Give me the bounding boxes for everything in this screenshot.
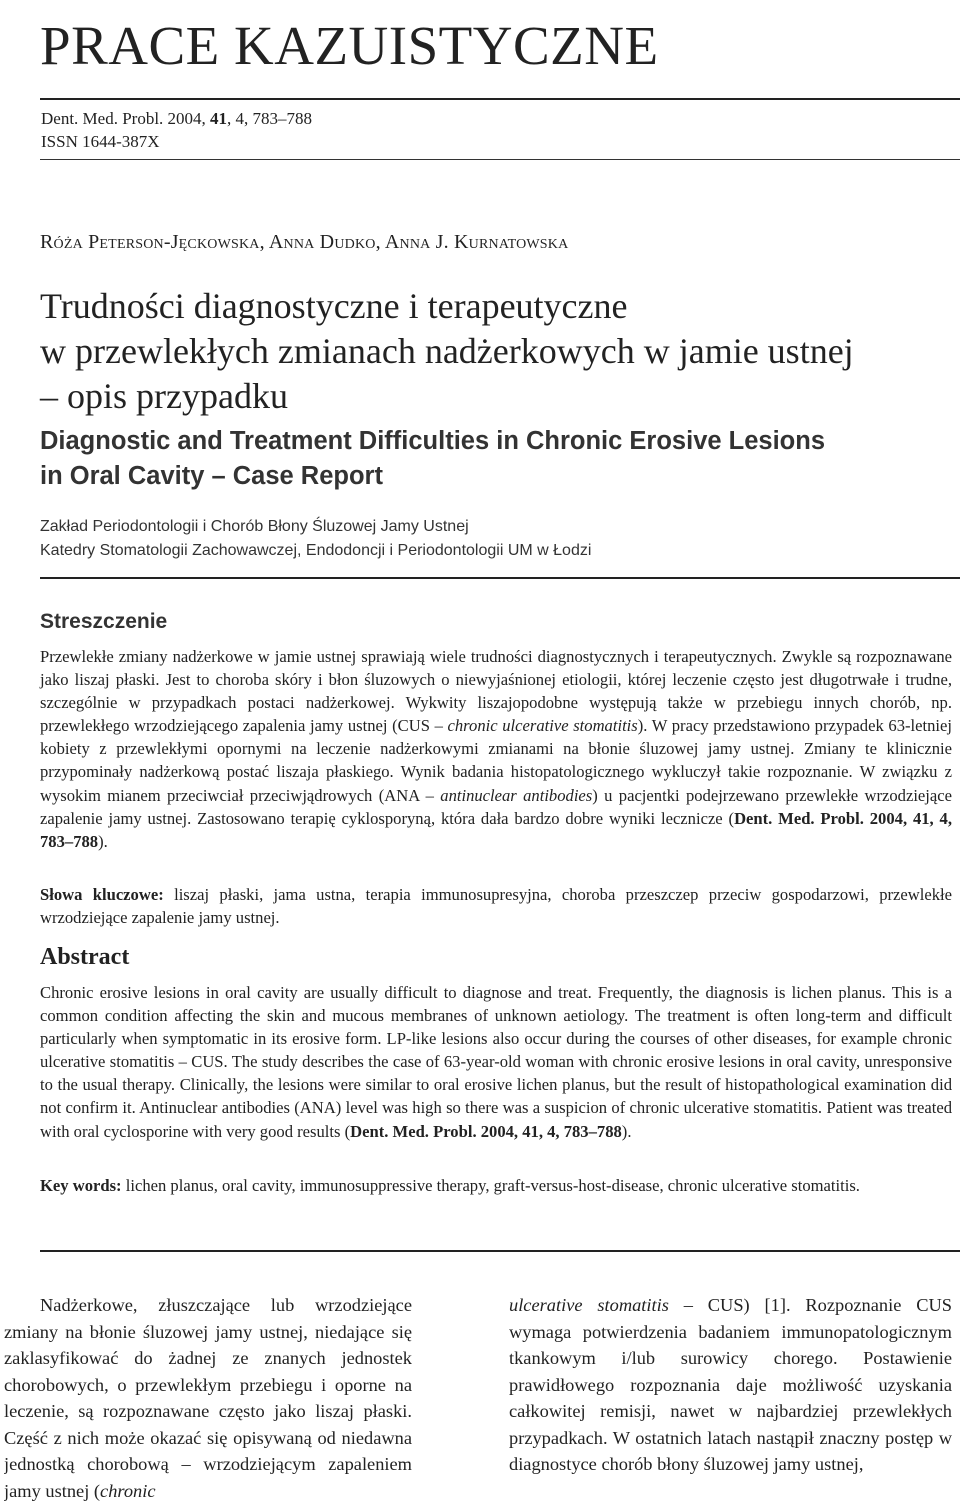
streszczenie-citation: Dent. Med. Probl. 2004, 41, 4, 783–788 bbox=[40, 808, 952, 851]
slowa-kluczowe-label: Słowa kluczowe: bbox=[40, 885, 164, 904]
journal-citation: Dent. Med. Probl. 2004, 41, 4, 783–788 bbox=[41, 109, 313, 128]
body-column-left: Nadżerkowe, złuszczające lub wrzodziejące zmiany na błonie śluzowej jamy ustnej, niedające się zaklasyfikować do żadnej ze znanych jednostek chorobowych, o przewlekłym przebiegu i oporne na leczenie, są rozpoznawane często jako liszaj płaski. Część z nich może okazać się opisywaną od niedawna jednostką chorobową – wrzodziejącym zapaleniem jamy ustnej (chronic bbox=[4, 1295, 412, 1501]
abstract-citation: Dent. Med. Probl. 2004, 41, 4, 783–788 bbox=[350, 1121, 622, 1141]
abstract-end-rule bbox=[40, 1250, 960, 1252]
slowa-kluczowe: Słowa kluczowe: liszaj płaski, jama ustna, terapia immunosupresyjna, choroba przeszczep przeciw gospodarzowi, przewlekłe wrzodziejące zapalenie jamy ustnej. bbox=[40, 885, 952, 928]
key-words-label: Key words: bbox=[40, 1176, 122, 1195]
streszczenie-text: Przewlekłe zmiany nadżerkowe w jamie ustnej sprawiają wiele trudności diagnostycznych i terapeutycznych. Zwykle są rozpoznawane jako liszaj płaski. Jest to choroba skóry i błon śluzowych o niewyjaśnionej etiologii, której leczenie często jest długotrwałe i trudne, szczególnie w przypadkach postaci nadżerkowej. Wykwity liszajopodobne występują także w przebiegu innych chorób, np. przewlekłego wrzodziejącego zapalenia jamy ustnej (CUS – chronic ulcerative stomatitis). W pracy przedstawiono przypadek 63-letniej kobiety z przewlekłymi opornymi na leczenie nadżerkowymi zmianami na błonie śluzowej jamy ustnej. Zmiany te klinicznie przypominały nadżerkową postać liszaja płaskiego. Wynik badania histopatologicznego wykluczył takie rozpoznanie. W związku z wysokim mianem przeciwciał przeciwjądrowych (ANA – antinuclear antibodies) u pacjentki podejrzewano przewlekłe wrzodziejące zapalenie jamy ustnej. Zastosowano terapię cyklosporyną, która dała bardzo dobre wyniki lecznicze (Dent. Med. Probl. 2004, 41, 4, 783–788). bbox=[40, 647, 952, 851]
authors: Róża Peterson-Jęckowska, Anna Dudko, Anna J. Kurnatowska bbox=[40, 231, 569, 253]
affiliation: Zakład Periodontologii i Chorób Błony Śluzowej Jamy Ustnej Katedry Stomatologii Zachowawczej, Endodoncji i Periodontologii UM w Łodzi bbox=[40, 518, 592, 559]
journal-volume: 41 bbox=[210, 109, 228, 128]
article-title-en: Diagnostic and Treatment Difficulties in Chronic Erosive Lesions in Oral Cavity – Case Report bbox=[40, 427, 825, 490]
journal-info-rule bbox=[40, 159, 960, 160]
section-title: PRACE KAZUISTYCZNE bbox=[40, 15, 659, 76]
body-column-right: ulcerative stomatitis – CUS) [1]. Rozpoznanie CUS wymaga potwierdzenia badaniem immunopatologicznym tkankowym i/lub surowicy chorego. Postawienie prawidłowego rozpoznania daje możliwość uzyskania całkowitej remisji, nawet w najbardziej przewlekłych przypadkach. W ostatnich latach nastąpił znaczny postęp w diagnostyce chorób błony śluzowej jamy ustnej, bbox=[509, 1295, 952, 1474]
key-words: Key words: lichen planus, oral cavity, immunosuppressive therapy, graft-versus-host-disease, chronic ulcerative stomatitis. bbox=[40, 1176, 860, 1195]
article-title-pl: Trudności diagnostyczne i terapeutyczne w przewlekłych zmianach nadżerkowych w jamie ustnej – opis przypadku bbox=[40, 286, 854, 416]
abstract-text: Chronic erosive lesions in oral cavity are usually difficult to diagnose and treat. Frequently, the diagnosis is lichen planus. This is a common condition affecting the skin and mucous membranes of unknown aetiology. The treatment is often long-term and difficult particularly when symptomatic in its erosive form. LP-like lesions also occur during the courses of other diseases, for example chronic ulcerative stomatitis – CUS. The study describes the case of 63-year-old woman with chronic erosive lesions in oral cavity, unresponsive to the usual therapy. Clinically, the lesions were similar to oral erosive lichen planus, but the result of histopathological examination did not confirm it. Antinuclear antibodies (ANA) level was high so there was a suspicion of chronic ulcerative stomatitis. Patient was treated with oral cyclosporine with very good results (Dent. Med. Probl. 2004, 41, 4, 783–788). bbox=[40, 983, 952, 1141]
header-rule bbox=[40, 98, 960, 100]
issn: ISSN 1644-387X bbox=[41, 132, 160, 151]
journal-info bbox=[41, 107, 312, 153]
streszczenie-heading: Streszczenie bbox=[40, 610, 168, 633]
affiliation-rule bbox=[40, 577, 960, 579]
abstract-heading: Abstract bbox=[40, 944, 130, 970]
